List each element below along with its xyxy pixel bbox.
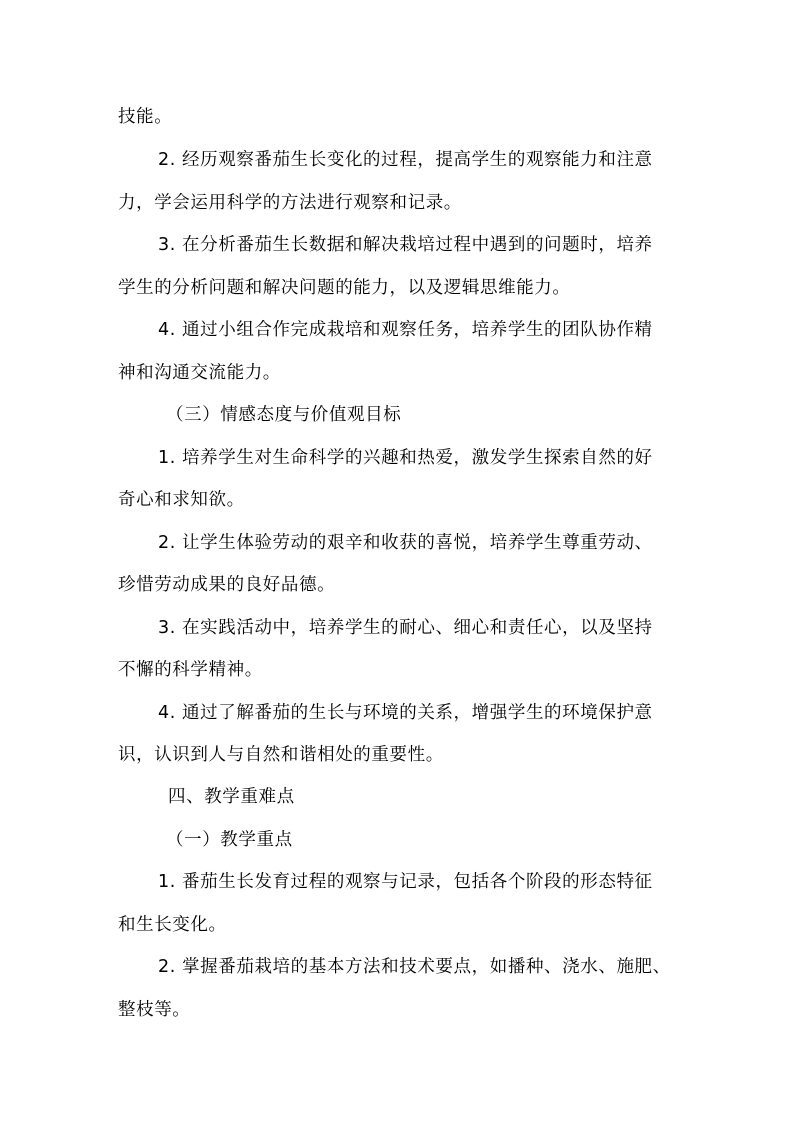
key-point-1-line1: 1. 番茄生长发育过程的观察与记录，包括各个阶段的形态特征 bbox=[158, 872, 653, 892]
goal-4-line2: 识，认识到人与自然和谐相处的重要性。 bbox=[118, 745, 444, 765]
goal-1-line1: 1. 培养学生对生命科学的兴趣和热爱，激发学生探索自然的好 bbox=[158, 448, 653, 468]
list-item-4-line1: 4. 通过小组合作完成栽培和观察任务，培养学生的团队协作精 bbox=[158, 320, 653, 340]
subsection-heading: （一）教学重点 bbox=[166, 830, 293, 850]
list-item-2-line1: 2. 经历观察番茄生长变化的过程，提高学生的观察能力和注意 bbox=[158, 150, 653, 170]
list-item-3-line1: 3. 在分析番茄生长数据和解决栽培过程中遇到的问题时，培养 bbox=[158, 235, 653, 255]
key-point-1-line2: 和生长变化。 bbox=[118, 915, 227, 935]
text-line: 技能。 bbox=[118, 107, 173, 127]
key-point-2-line2: 整枝等。 bbox=[118, 1000, 191, 1020]
goal-4-line1: 4. 通过了解番茄的生长与环境的关系，增强学生的环境保护意 bbox=[158, 703, 653, 723]
section-heading: （三）情感态度与价值观目标 bbox=[166, 405, 402, 425]
goal-3-line1: 3. 在实践活动中，培养学生的耐心、细心和责任心，以及坚持 bbox=[158, 618, 653, 638]
chapter-heading: 四、教学重难点 bbox=[168, 787, 295, 807]
goal-3-line2: 不懈的科学精神。 bbox=[118, 660, 263, 680]
list-item-3-line2: 学生的分析问题和解决问题的能力，以及逻辑思维能力。 bbox=[118, 278, 571, 298]
goal-2-line1: 2. 让学生体验劳动的艰辛和收获的喜悦，培养学生尊重劳动、 bbox=[158, 533, 653, 553]
goal-2-line2: 珍惜劳动成果的良好品德。 bbox=[118, 575, 336, 595]
list-item-4-line2: 神和沟通交流能力。 bbox=[118, 363, 281, 383]
key-point-2-line1: 2. 掌握番茄栽培的基本方法和技术要点，如播种、浇水、施肥、 bbox=[158, 957, 671, 977]
list-item-2-line2: 力，学会运用科学的方法进行观察和记录。 bbox=[118, 193, 462, 213]
goal-1-line2: 奇心和求知欲。 bbox=[118, 490, 245, 510]
